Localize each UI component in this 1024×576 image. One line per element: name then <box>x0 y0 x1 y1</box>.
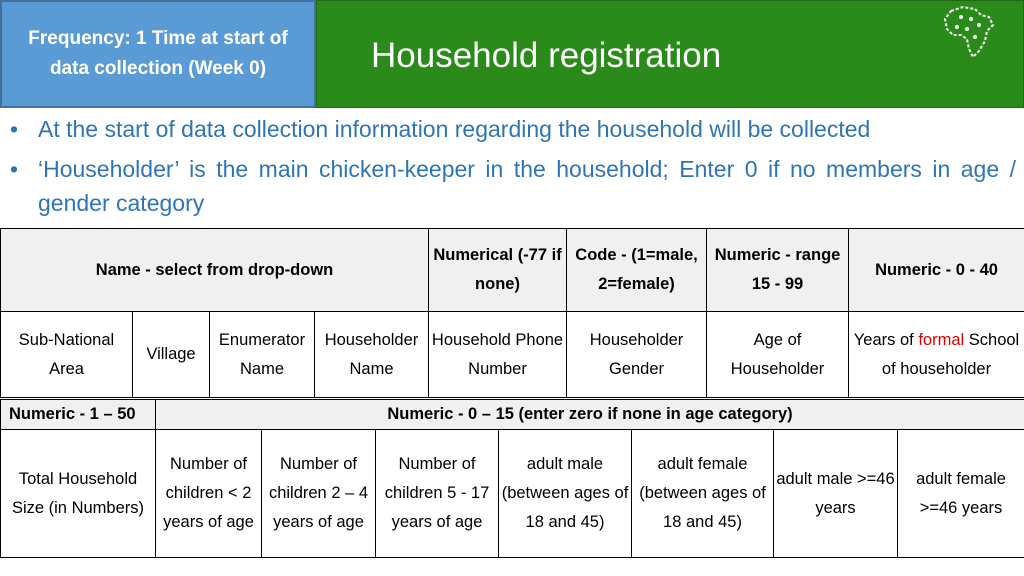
bullet-text: At the start of data collection information regarding the household will be collected <box>38 116 871 142</box>
bullet-text: ‘Householder’ is the main chicken-keeper in the household; Enter 0 if no members in age / gender category <box>38 156 1016 216</box>
field-children-under-2: Number of children < 2 years of age <box>156 430 262 558</box>
formal-highlight: formal <box>918 330 965 349</box>
type-name: Name - select from drop-down <box>1 229 429 312</box>
field-householder-gender: Householder Gender <box>567 312 707 398</box>
registration-table-top <box>0 228 1024 398</box>
field-enumerator-name: Enumerator Name <box>210 312 315 398</box>
field-householder-age: Age of Householder <box>707 312 849 398</box>
field-householder-name: Householder Name <box>315 312 429 398</box>
field-sub-national-area: Sub-National Area <box>1 312 133 398</box>
table-row <box>1 430 1024 558</box>
field-adult-male-46-plus: adult male >=46 years <box>774 430 898 558</box>
africa-map-logo-icon <box>941 5 997 59</box>
type-school: Numeric - 0 - 40 <box>849 229 1024 312</box>
field-household-phone: Household Phone Number <box>429 312 567 398</box>
slide-header <box>0 0 1024 108</box>
page-title: Household registration <box>371 36 722 75</box>
table-row <box>1 400 1024 430</box>
type-gender: Code - (1=male, 2=female) <box>567 229 707 312</box>
type-phone: Numerical (-77 if none) <box>429 229 567 312</box>
registration-table-bottom <box>0 399 1024 558</box>
frequency-box <box>0 0 316 108</box>
field-village: Village <box>133 312 210 398</box>
field-school-years: Years of formal School of householder <box>849 312 1024 398</box>
field-adult-male-18-45: adult male (between ages of 18 and 45) <box>499 430 632 558</box>
field-children-5-17: Number of children 5 - 17 years of age <box>376 430 499 558</box>
title-banner <box>316 0 1024 108</box>
type-member-counts: Numeric - 0 – 15 (enter zero if none in age category) <box>156 400 1024 430</box>
field-children-2-4: Number of children 2 – 4 years of age <box>262 430 376 558</box>
type-household-size: Numeric - 1 – 50 <box>1 400 156 430</box>
frequency-label: Frequency: 1 Time at start of data collection (Week 0) <box>28 28 288 79</box>
type-age: Numeric - range 15 - 99 <box>707 229 849 312</box>
field-adult-female-18-45: adult female (between ages of 18 and 45) <box>632 430 774 558</box>
field-total-household-size: Total Household Size (in Numbers) <box>1 430 156 558</box>
field-adult-female-46-plus: adult female >=46 years <box>898 430 1024 558</box>
table-row <box>1 229 1024 312</box>
table-row <box>1 312 1024 398</box>
